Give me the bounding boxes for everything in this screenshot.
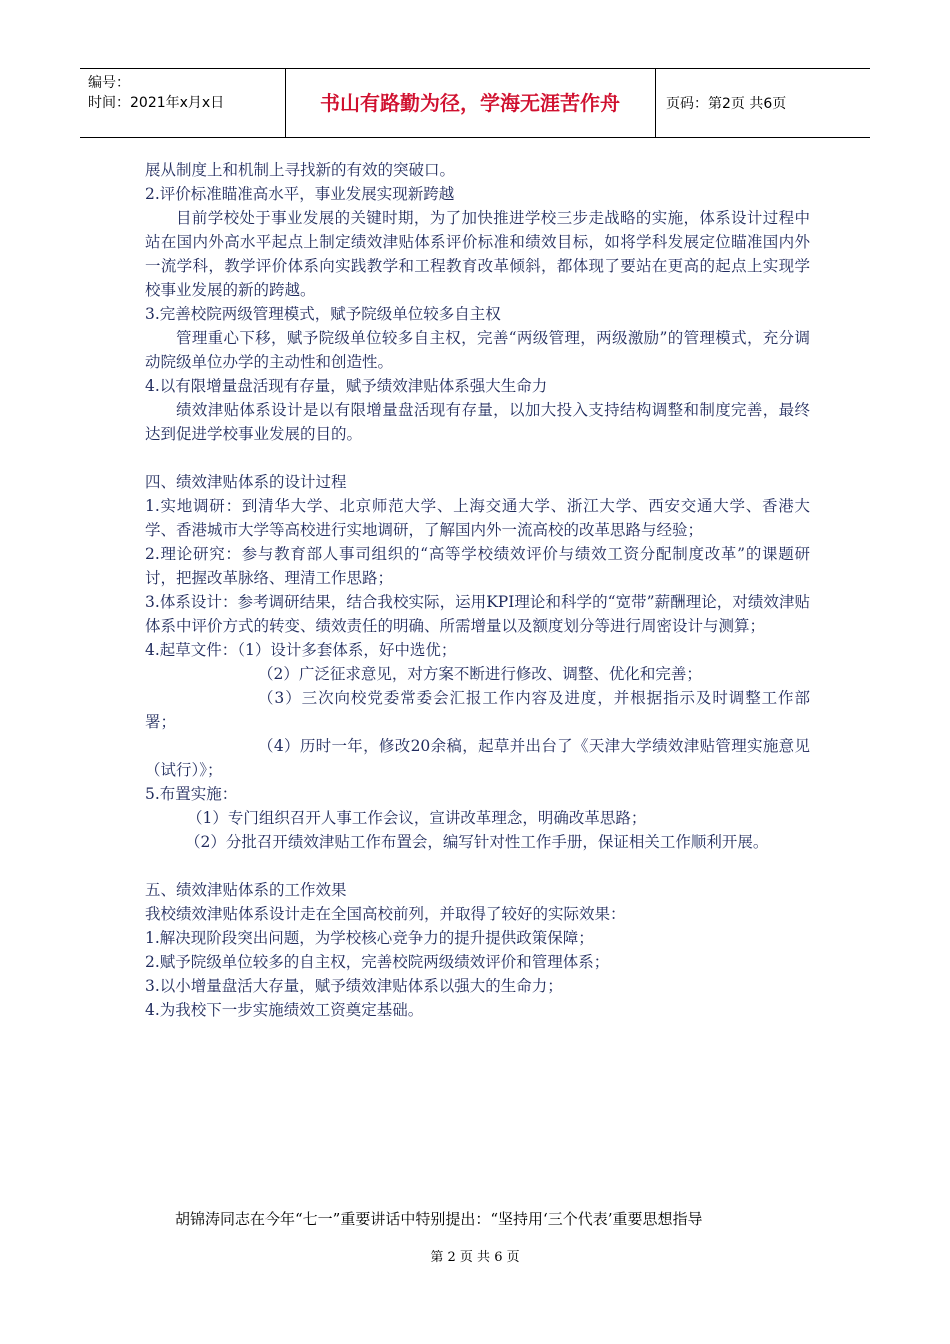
list-item: 4.起草文件：（1）设计多套体系，好中选优；: [145, 641, 457, 659]
list-item: 5.布置实施：: [145, 785, 238, 803]
list-item: （4）历时一年，修改20余稿，起草并出台了《天津大学绩效津贴管理实施意见（试行）》；: [145, 737, 810, 779]
paragraph: 展从制度上和机制上寻找新的有效的突破口。: [145, 161, 456, 179]
page-header: [80, 68, 870, 138]
list-item: （1）专门组织召开人事工作会议，宣讲改革理念，明确改革思路；: [187, 809, 647, 827]
list-item: 3.体系设计：参考调研结果，结合我校实际，运用KPI理论和科学的“宽带”薪酬理论，对绩效津贴体系中评价方式的转变、绩效责任的明确、所需增量以及额度划分等进行周密设计与测算；: [145, 593, 810, 635]
document-body: [145, 158, 810, 1022]
section-heading: 五、绩效津贴体系的工作效果: [145, 881, 347, 899]
list-item: （2）广泛征求意见，对方案不断进行修改、调整、优化和完善；: [258, 665, 702, 683]
paragraph: 绩效津贴体系设计是以有限增量盘活现有存量，以加大投入支持结构调整和制度完善，最终达到促进学校事业发展的目的。: [145, 401, 810, 443]
list-item: （2）分批召开绩效津贴工作布置会，编写针对性工作手册，保证相关工作顺利开展。: [185, 833, 769, 851]
list-item: 4.为我校下一步实施绩效工资奠定基础。: [145, 1001, 424, 1019]
divider: [655, 69, 656, 137]
footer-text: 胡锦涛同志在今年“七一”重要讲话中特别提出：“坚持用‘三个代表’重要思想指导: [175, 1210, 703, 1228]
header-page-label: 页码：第2页 共6页: [666, 96, 787, 112]
subheading: 3.完善校院两级管理模式，赋予院级单位较多自主权: [145, 305, 501, 323]
number-label: 编号：: [88, 75, 130, 91]
list-item: 1.解决现阶段突出问题，为学校核心竞争力的提升提供政策保障；: [145, 929, 594, 947]
list-item: 2.赋予院级单位较多的自主权，完善校院两级绩效评价和管理体系；: [145, 953, 610, 971]
subheading: 4.以有限增量盘活现有存量，赋予绩效津贴体系强大生命力: [145, 377, 548, 395]
list-item: 1.实地调研：到清华大学、北京师范大学、上海交通大学、浙江大学、西安交通大学、香港大学、香港城市大学等高校进行实地调研，了解国内外一流高校的改革思路与经验；: [145, 497, 810, 539]
paragraph: 我校绩效津贴体系设计走在全国高校前列，并取得了较好的实际效果：: [145, 905, 626, 923]
paragraph: 目前学校处于事业发展的关键时期，为了加快推进学校三步走战略的实施，体系设计过程中站在国内外高水平起点上制定绩效津贴体系评价标准和绩效目标，如将学科发展定位瞄准国内外一流学科，教学评价体系向实践教学和工程教育改革倾斜，都体现了要站在更高的起点上实现学校事业发展的新的跨越。: [145, 209, 810, 299]
list-item: （3）三次向校党委常委会汇报工作内容及进度，并根据指示及时调整工作部署；: [145, 689, 810, 731]
list-item: 3.以小增量盘活大存量，赋予绩效津贴体系以强大的生命力；: [145, 977, 563, 995]
section-heading: 四、绩效津贴体系的设计过程: [145, 473, 347, 491]
date-label: 时间：2021年x月x日: [88, 95, 225, 111]
header-motto: 书山有路勤为径，学海无涯苦作舟: [320, 91, 620, 115]
paragraph: 管理重心下移，赋予院级单位较多自主权，完善“两级管理，两级激励”的管理模式，充分调动院级单位办学的主动性和创造性。: [145, 329, 810, 371]
page-number: 第 2 页 共 6 页: [430, 1250, 520, 1265]
subheading: 2.评价标准瞄准高水平，事业发展实现新跨越: [145, 185, 455, 203]
header-meta: [88, 73, 224, 113]
list-item: 2.理论研究：参与教育部人事司组织的“高等学校绩效评价与绩效工资分配制度改革”的课题研讨，把握改革脉络、理清工作思路；: [145, 545, 810, 587]
